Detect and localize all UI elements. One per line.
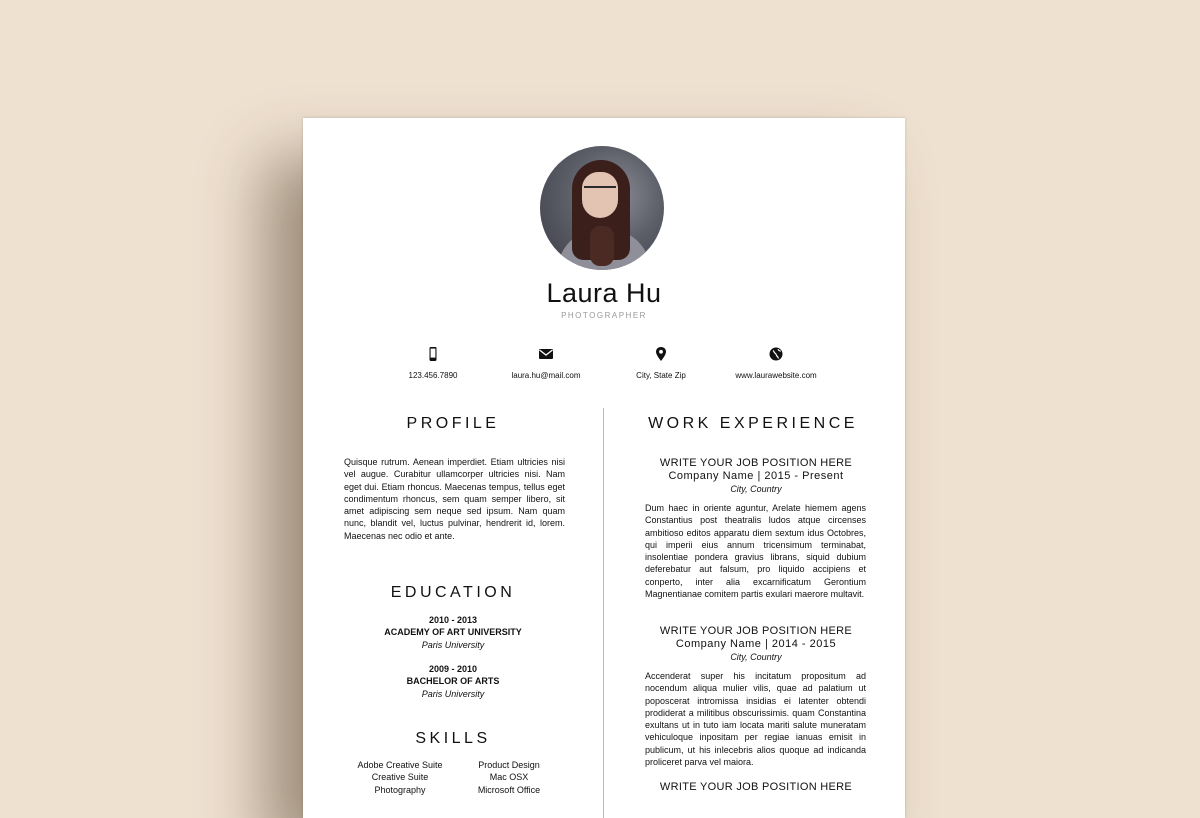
skills-list-right: [454, 759, 564, 796]
profile-heading: PROFILE: [406, 415, 500, 432]
job-company: Company Name | 2015 - Present: [668, 470, 844, 482]
education-item: [343, 614, 563, 651]
contact-email: [486, 346, 606, 380]
skills-list-left: [345, 759, 455, 796]
job-description: Dum haec in oriente aguntur, Arelate hiemem agens Constantius post theatralis ludos atque circenses ambitioso editos apparatu diem sextum idus Octobres, qui imperii eius annum tricensimum terminabat, insolentiae pondera gravius librans, siquid dubium deferebatur aut falsum, pro liquido accipiens et conperto, inter alia excarnificatum Gerontium Magnentianae comitem partis exulari maerore multavit.: [645, 503, 866, 600]
job-description: Accenderat super his incitatum propositum ad nocendum aliqua mulier vilis, quae ad palatium ut poposcerat intromissa insidias ei latenter obtendi prodiderat a militibus obscurissimis. quam Constantina exultans ut in tuto iam locata mariti salute muneratam vehiculoque inpositam per regiae ianuas emisit in publicum, ut his inlecebris alios quoque ad indicanda proliceret parva vel maiora.: [645, 671, 866, 768]
job-company: Company Name | 2014 - 2015: [675, 638, 837, 650]
skill-item: Adobe Creative Suite: [357, 760, 443, 770]
education-school: Paris University: [421, 688, 485, 699]
education-item: [343, 663, 563, 700]
contact-phone-text: 123.456.7890: [408, 371, 458, 380]
profile-photo: [540, 146, 664, 270]
job-position: WRITE YOUR JOB POSITION HERE: [659, 781, 853, 793]
skill-item: Mac OSX: [489, 772, 529, 783]
mail-icon: [538, 346, 554, 362]
education-years: 2010 - 2013: [428, 615, 478, 625]
resume-name: Laura Hu: [546, 278, 662, 308]
globe-icon: [768, 346, 784, 362]
contact-email-text: laura.hu@mail.com: [511, 371, 581, 380]
education-school: Paris University: [421, 639, 485, 650]
skill-item: Microsoft Office: [477, 784, 541, 795]
resume-role: PHOTOGRAPHER: [561, 311, 647, 320]
location-pin-icon: [653, 346, 669, 362]
resume-page: [303, 118, 905, 818]
job-position: WRITE YOUR JOB POSITION HERE: [659, 457, 853, 469]
education-degree: BACHELOR OF ARTS: [406, 676, 500, 687]
contact-website: [716, 346, 836, 380]
skill-item: Product Design: [478, 760, 540, 770]
education-years: 2009 - 2010: [428, 664, 478, 674]
contact-location-text: City, State Zip: [636, 371, 686, 380]
job-entry: [645, 624, 867, 663]
job-entry: [645, 780, 867, 794]
column-divider: [603, 408, 604, 818]
contact-website-text: www.laurawebsite.com: [735, 371, 817, 380]
skill-item: Photography: [374, 784, 426, 795]
job-location: City, Country: [730, 484, 782, 494]
job-entry: [645, 456, 867, 495]
contact-location: [601, 346, 721, 380]
contact-bar: [303, 346, 905, 386]
skill-item: Creative Suite: [371, 772, 429, 783]
job-position: WRITE YOUR JOB POSITION HERE: [659, 625, 853, 637]
contact-phone: [373, 346, 493, 380]
skills-heading: SKILLS: [415, 730, 491, 747]
education-degree: ACADEMY OF ART UNIVERSITY: [384, 627, 522, 638]
education-heading: EDUCATION: [390, 584, 516, 601]
job-location: City, Country: [730, 652, 782, 662]
profile-text: Quisque rutrum. Aenean imperdiet. Etiam ultricies nisi vel augue. Curabitur ullamcorper ultricies nisi. Nam eget dui. Etiam rhoncus. Maecenas tempus, tellus eget condimentum rhoncus, sem quam semper libero, sit amet adipiscing sem neque sed ipsum. Nam quam nunc, blandit vel, luctus pulvinar, hendrerit id, lorem. Maecenas nec odio et ante.: [344, 457, 565, 541]
work-experience-heading: WORK EXPERIENCE: [648, 415, 858, 432]
phone-icon: [425, 346, 441, 362]
